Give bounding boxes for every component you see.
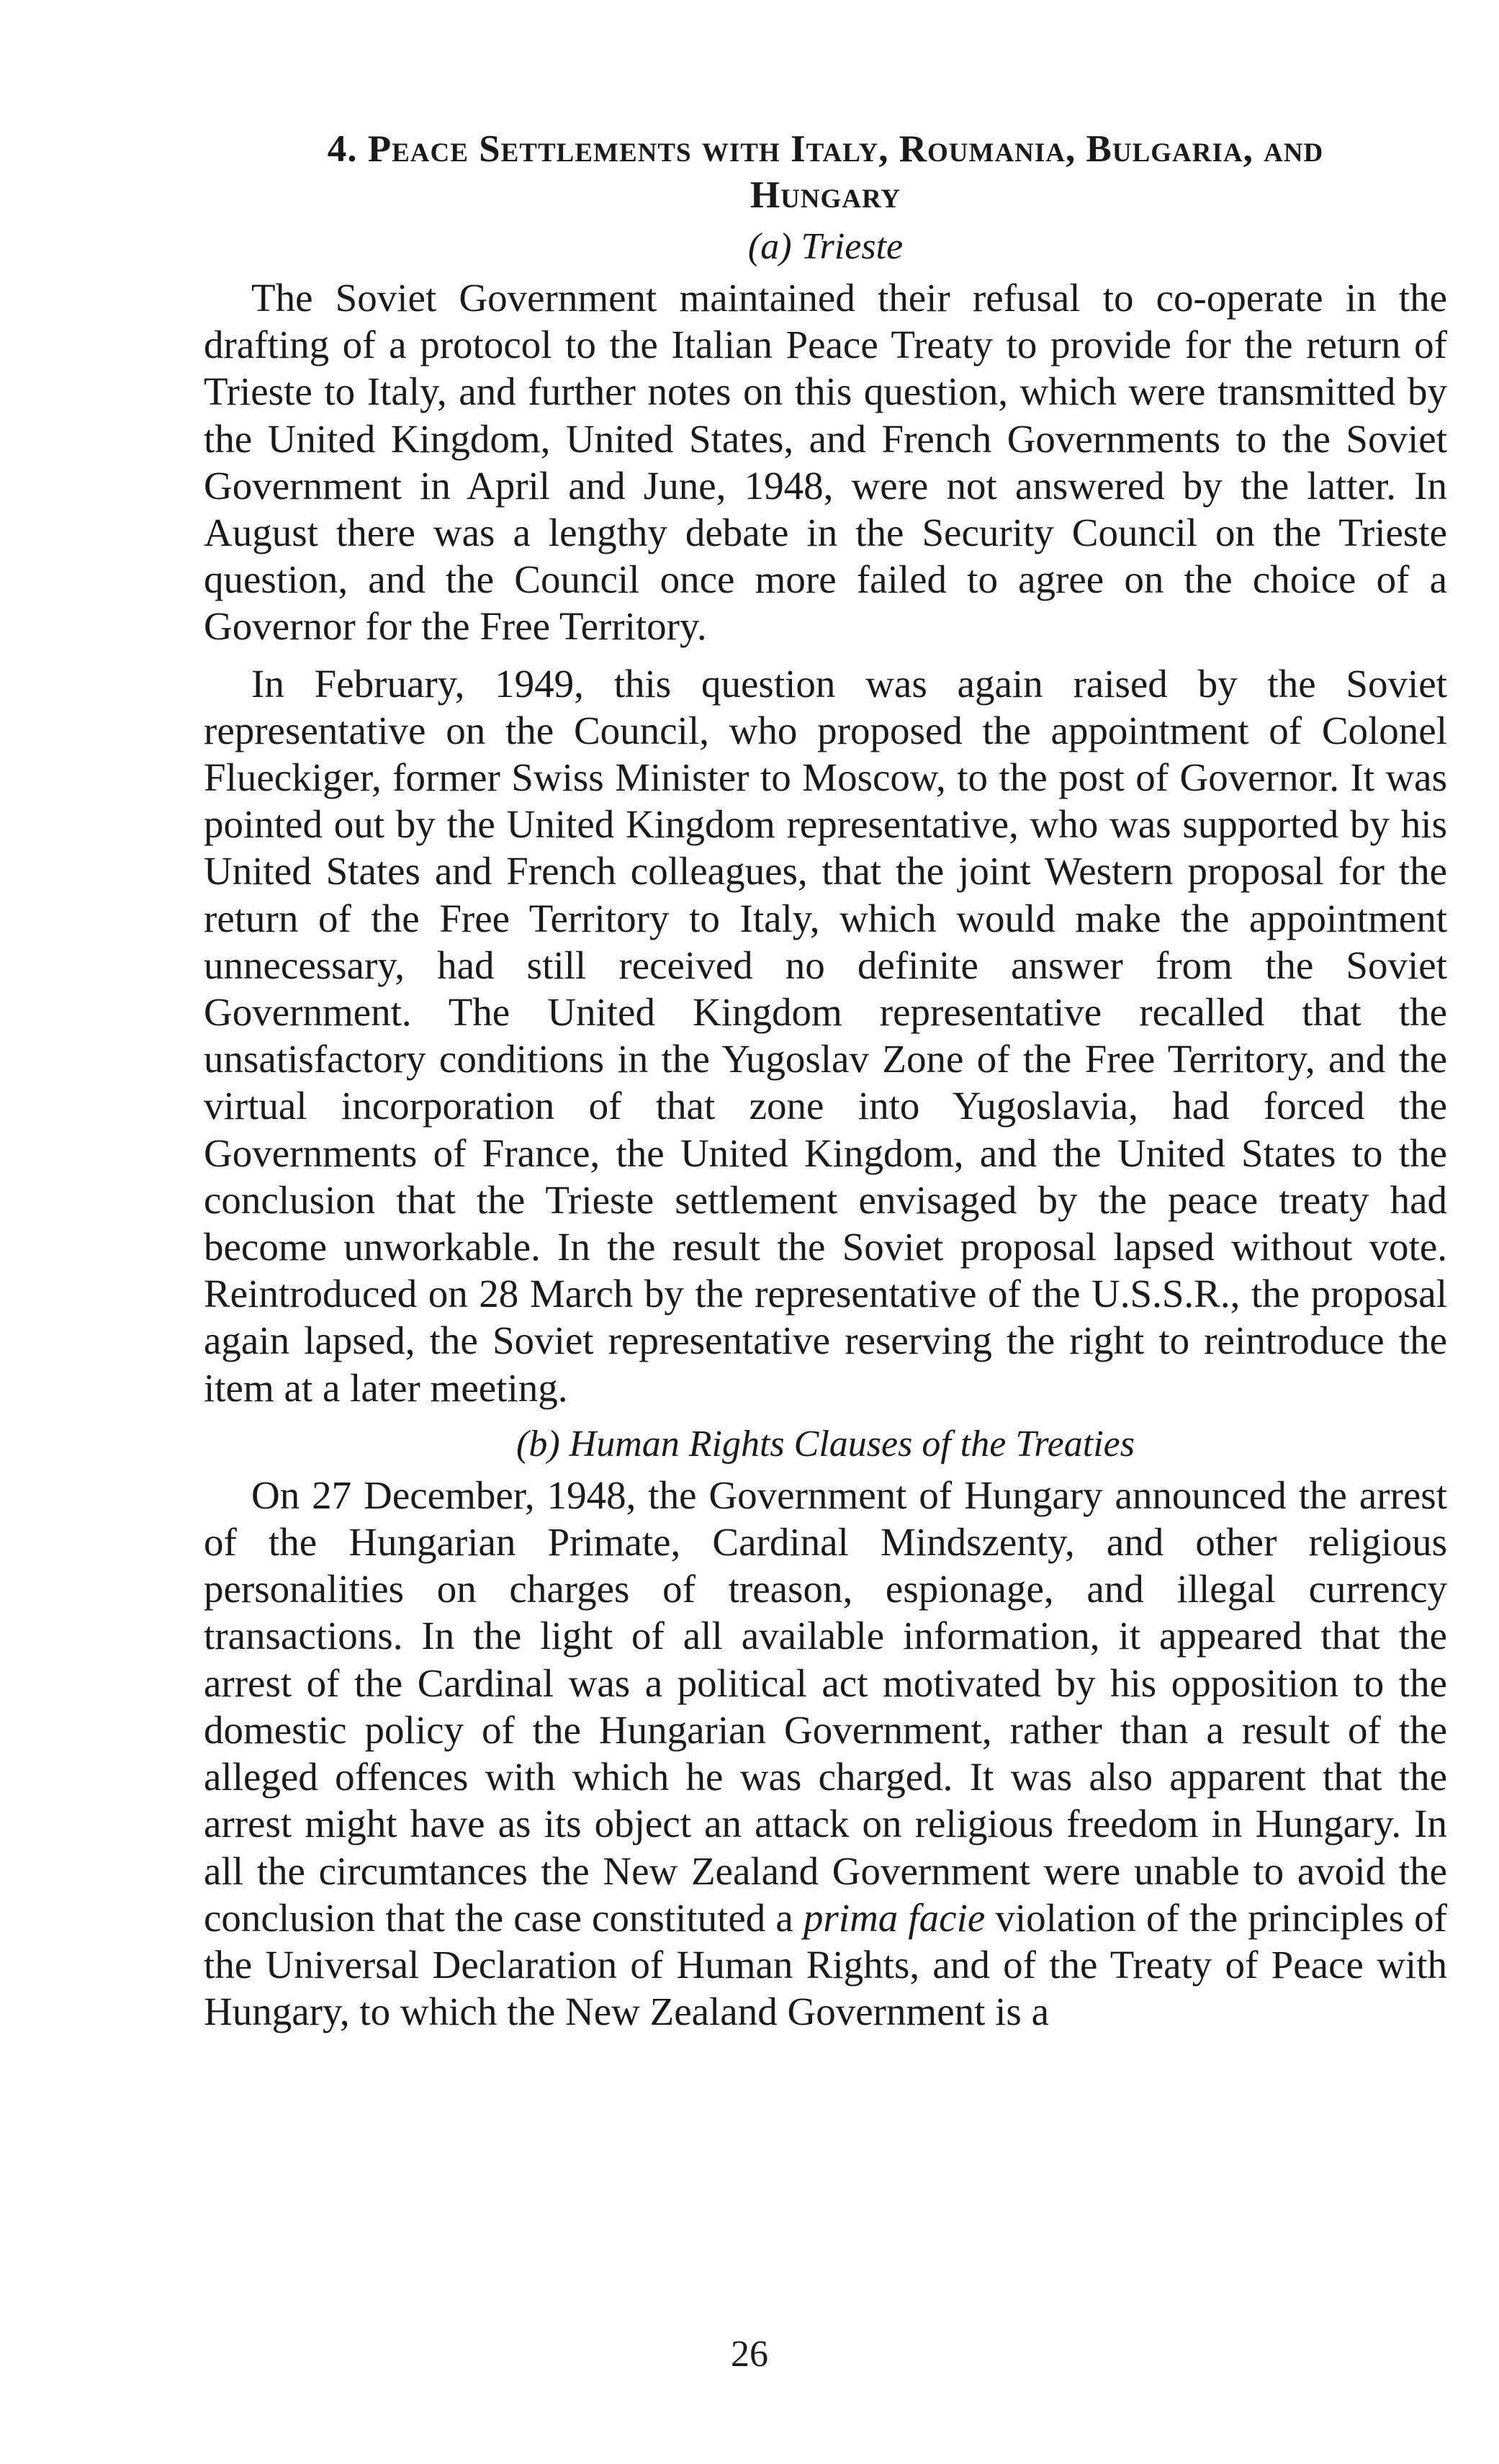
subsection-a-title: Trieste [801, 226, 904, 267]
section-title-line2: Hungary [750, 174, 901, 216]
trieste-paragraph-2: In February, 1949, this question was again raised by the Soviet representative on the Council, who proposed the appointment of Colonel Flueckiger, former Swiss Minister to Moscow, to the post of Governor. It was pointed out by the United Kingdom representative, who was supported by his United States and French colleagues, that the joint Western proposal for the return of the Free Territory to Italy, which would make the appointment unnecessary, had still received no definite answer from the Soviet Government. The United Kingdom representative recalled that the unsatisfactory conditions in the Yugoslav Zone of the Free Territory, and the virtual incorporation of that zone into Yugoslavia, had forced the Governments of France, the United Kingdom, and the United States to the conclusion that the Trieste settlement envisaged by the peace treaty had become unworkable. In the result the Soviet proposal lapsed without vote. Reintroduced on 28 March by the representative of the U.S.S.R., the proposal again lapsed, the Soviet representative reserving the right to reintroduce the item at a later meeting. [204, 661, 1447, 1410]
human-rights-text-part2: violation of the principles of the Universal Declaration of Human Rights, and of the Treaty of Peace with Hungary, to which the New Zealand Government is a [204, 1895, 1447, 2034]
section-number: 4. [327, 128, 358, 170]
section-title-line1: Peace Settlements with Italy, Roumania, Bulgaria, and [367, 128, 1324, 170]
human-rights-italic-term: prima facie [803, 1895, 986, 1940]
section-heading [204, 126, 1447, 218]
page-number: 26 [731, 2334, 768, 2375]
subsection-b-label: (b) [516, 1423, 560, 1465]
human-rights-paragraph [204, 1472, 1447, 2035]
trieste-paragraph-1: The Soviet Government maintained their refusal to co-operate in the drafting of a protocol to the Italian Peace Treaty to provide for the return of Trieste to Italy, and further notes on this question, which were transmitted by the United Kingdom, United States, and French Governments to the Soviet Government in April and June, 1948, were not answered by the latter. In August there was a lengthy debate in the Security Council on the Trieste question, and the Council once more failed to agree on the choice of a Governor for the Free Territory. [204, 276, 1447, 649]
human-rights-text-part1: On 27 December, 1948, the Government of Hungary announced the arrest of the Hungarian Primate, Cardinal Mindszenty, and other religious personalities on charges of treason, espionage, and illegal currency transactions. In the light of all available information, it appeared that the arrest of the Cardinal was a political act motivated by his opposition to the domestic policy of the Hungarian Government, rather than a result of the alleged offences with which he was charged. It was also apparent that the arrest might have as its object an attack on religious freedom in Hungary. In all the circumtances the New Zealand Government were unable to avoid the conclusion that the case constituted a [204, 1472, 1447, 1940]
subsection-a-heading [204, 224, 1447, 270]
document-page [204, 126, 1447, 2045]
subsection-b-title: Human Rights Clauses of the Treaties [569, 1423, 1135, 1465]
subsection-a-label: (a) [747, 226, 792, 267]
subsection-b-heading [204, 1421, 1447, 1467]
